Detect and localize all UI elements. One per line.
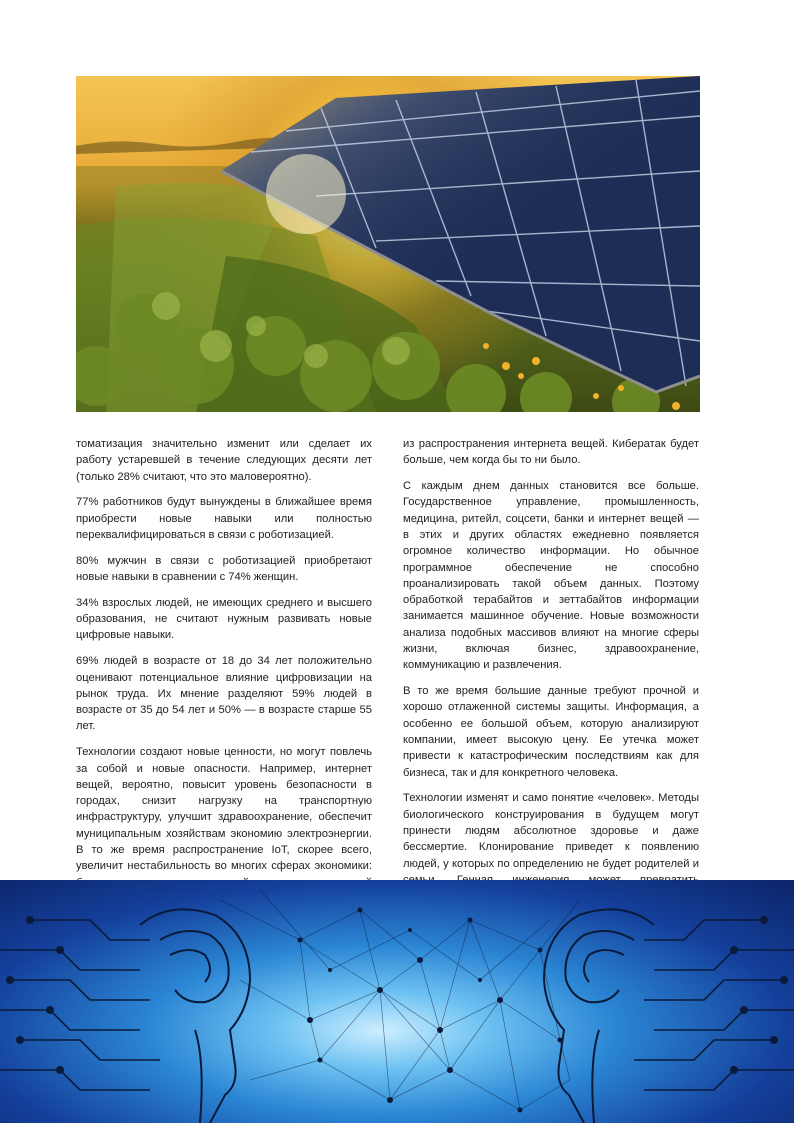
paragraph: С каждым днем данных становится все больше. Государственное управление, промышленность, медицина, ритейл, соцсети, банки и интернет вещей — в этих и других областях ежедневно появляется огромное количество информации. Но обычное программное обеспечение не способно проанализировать такой объем данных. Поэтому обработкой терабайтов и зеттабайтов информации занимается машинное обучение. Новые возможности анализа подобных массивов влияют на многие сферы жизни, включая бизнес, здравоохранение, коммуникацию и развлечения.: [403, 480, 699, 672]
paragraph: 34% взрослых людей, не имеющих среднего и высшего образования, не считают нужным развивать новые цифровые навыки.: [76, 596, 372, 642]
left-circuit-traces: [0, 920, 160, 1090]
paragraph: из распространения интернета вещей. Кибератак будет больше, чем когда бы то ни было.: [403, 438, 699, 467]
network-nodes: [298, 908, 563, 1113]
left-head-profile: [140, 909, 250, 1123]
paragraph: В то же время большие данные требуют прочной и хорошо отлаженной системы защиты. Информация, а особенно ее большой объем, которую анализируют компании, имеет высокую цену. Ее утечка может привести к катастрофическим последствиям как для бизнеса, так и для конкретного человека.: [403, 685, 699, 779]
hero-image-solar-panels: [76, 76, 700, 412]
right-head-profile: [544, 909, 654, 1123]
sun-glare: [266, 154, 346, 234]
left-circuit-pads: [6, 916, 64, 1074]
text-column-left: [76, 436, 372, 949]
paragraph: Технологии создают новые ценности, но могут повлечь за собой и новые опасности. Например, интернет вещей, вероятно, повысит уровень безопасности в городах, снизит нагрузку на транспортную инфраструктуру, улучшит здравоохранение, обеспечит муниципальным хозяйствам экономию электроэнергии. В то же время распространение IoT, скорее всего, увеличит нестабильность во многих сферах экономики:: [76, 746, 372, 873]
network-illustration: [0, 880, 794, 1123]
network-mesh: [220, 890, 580, 1110]
right-circuit-traces: [634, 920, 794, 1090]
paragraph: томатизация значительно изменит или сделает их работу устаревшей в течение следующих десяти лет (только 28% считают, что это маловероятно).: [76, 438, 372, 483]
footer-image-brain-network: [0, 880, 794, 1123]
paragraph: 80% мужчин в связи с роботизацией приобретают новые навыки в сравнении с 74% женщин.: [76, 554, 372, 584]
paragraph: 69% людей в возрасте от 18 до 34 лет положительно оценивают потенциальное влияние цифровизации на рынок труда. Их мнение разделяют 59% людей в возрасте от 35 до 54 лет и 50% — в возрасте старше 55 лет.: [76, 655, 372, 733]
solar-field-illustration: [76, 76, 700, 412]
paragraph: Технологии изменят и само понятие «человек». Методы биологического конструирования в будущем могут принести людям абсолютное здоровье и даже бессмертие. Клонирование приведет к появлению людей, у которых по определению не будет родителей и: [403, 792, 699, 870]
right-circuit-pads: [730, 916, 788, 1074]
paragraph: 77% работников будут вынуждены в ближайшее время приобрести новые навыки или полностью переквалифицироваться в связи с роботизацией.: [76, 496, 372, 541]
text-column-right: [403, 436, 699, 947]
